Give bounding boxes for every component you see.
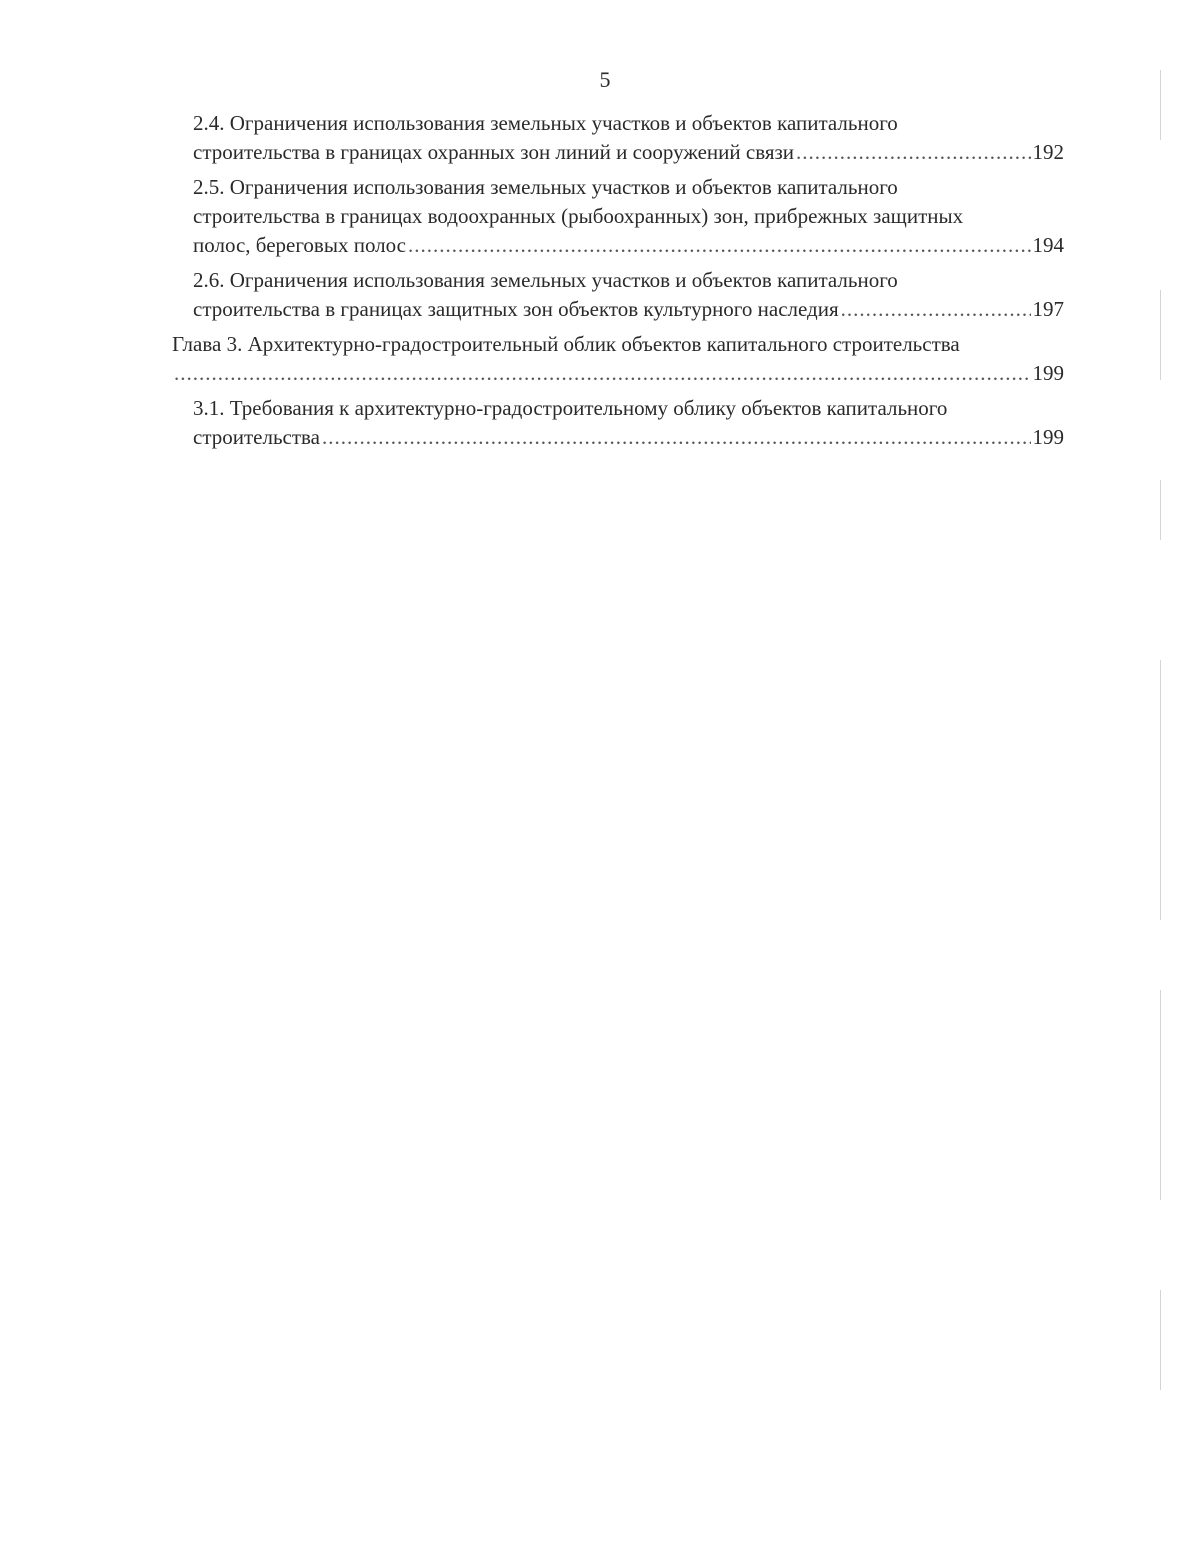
scan-mark [1160, 1290, 1161, 1390]
toc-entry-line: полос, береговых полос [193, 233, 406, 257]
scan-mark [1160, 70, 1161, 140]
toc-entry-3-1 [193, 394, 1064, 452]
toc-entry-chapter-3 [172, 330, 1064, 388]
toc-page-number: 197 [1032, 297, 1064, 321]
toc-entry-line: 2.6. Ограничения использования земельных участков и объектов капитального [193, 268, 898, 292]
dot-leader [174, 359, 1031, 388]
toc-page-number: 192 [1032, 140, 1064, 164]
table-of-contents [0, 109, 1200, 458]
dot-leader [841, 295, 1031, 324]
toc-page-number: 199 [1032, 361, 1064, 385]
dot-leader [796, 138, 1030, 167]
toc-entry-line: строительства в границах охранных зон линий и сооружений связи [193, 140, 795, 164]
page-number: 5 [599, 67, 611, 92]
toc-entry-line: строительства [193, 425, 321, 449]
toc-entry-2-5 [193, 173, 1064, 260]
toc-entry-line: 3.1. Требования к архитектурно-градостроительному облику объектов капитального [193, 396, 948, 420]
dot-leader [408, 231, 1031, 260]
toc-entry-line: строительства в границах водоохранных (рыбоохранных) зон, прибрежных защитных [193, 204, 964, 228]
scan-mark [1160, 480, 1161, 540]
scan-edge-marks [1158, 60, 1164, 1390]
toc-entry-line: Глава 3. Архитектурно-градостроительный облик объектов капитального строительства [172, 332, 960, 356]
toc-entry-line: 2.4. Ограничения использования земельных участков и объектов капитального [193, 111, 898, 135]
toc-entry-2-4 [193, 109, 1064, 167]
toc-page-number: 199 [1032, 425, 1064, 449]
scan-mark [1160, 990, 1161, 1200]
toc-entry-line: 2.5. Ограничения использования земельных участков и объектов капитального [193, 175, 898, 199]
toc-entry-2-6 [193, 266, 1064, 324]
dot-leader [322, 423, 1030, 452]
scan-mark [1160, 290, 1161, 380]
toc-page-number: 194 [1032, 233, 1064, 257]
toc-entry-line: строительства в границах защитных зон объектов культурного наследия [193, 297, 839, 321]
scan-mark [1160, 660, 1161, 920]
